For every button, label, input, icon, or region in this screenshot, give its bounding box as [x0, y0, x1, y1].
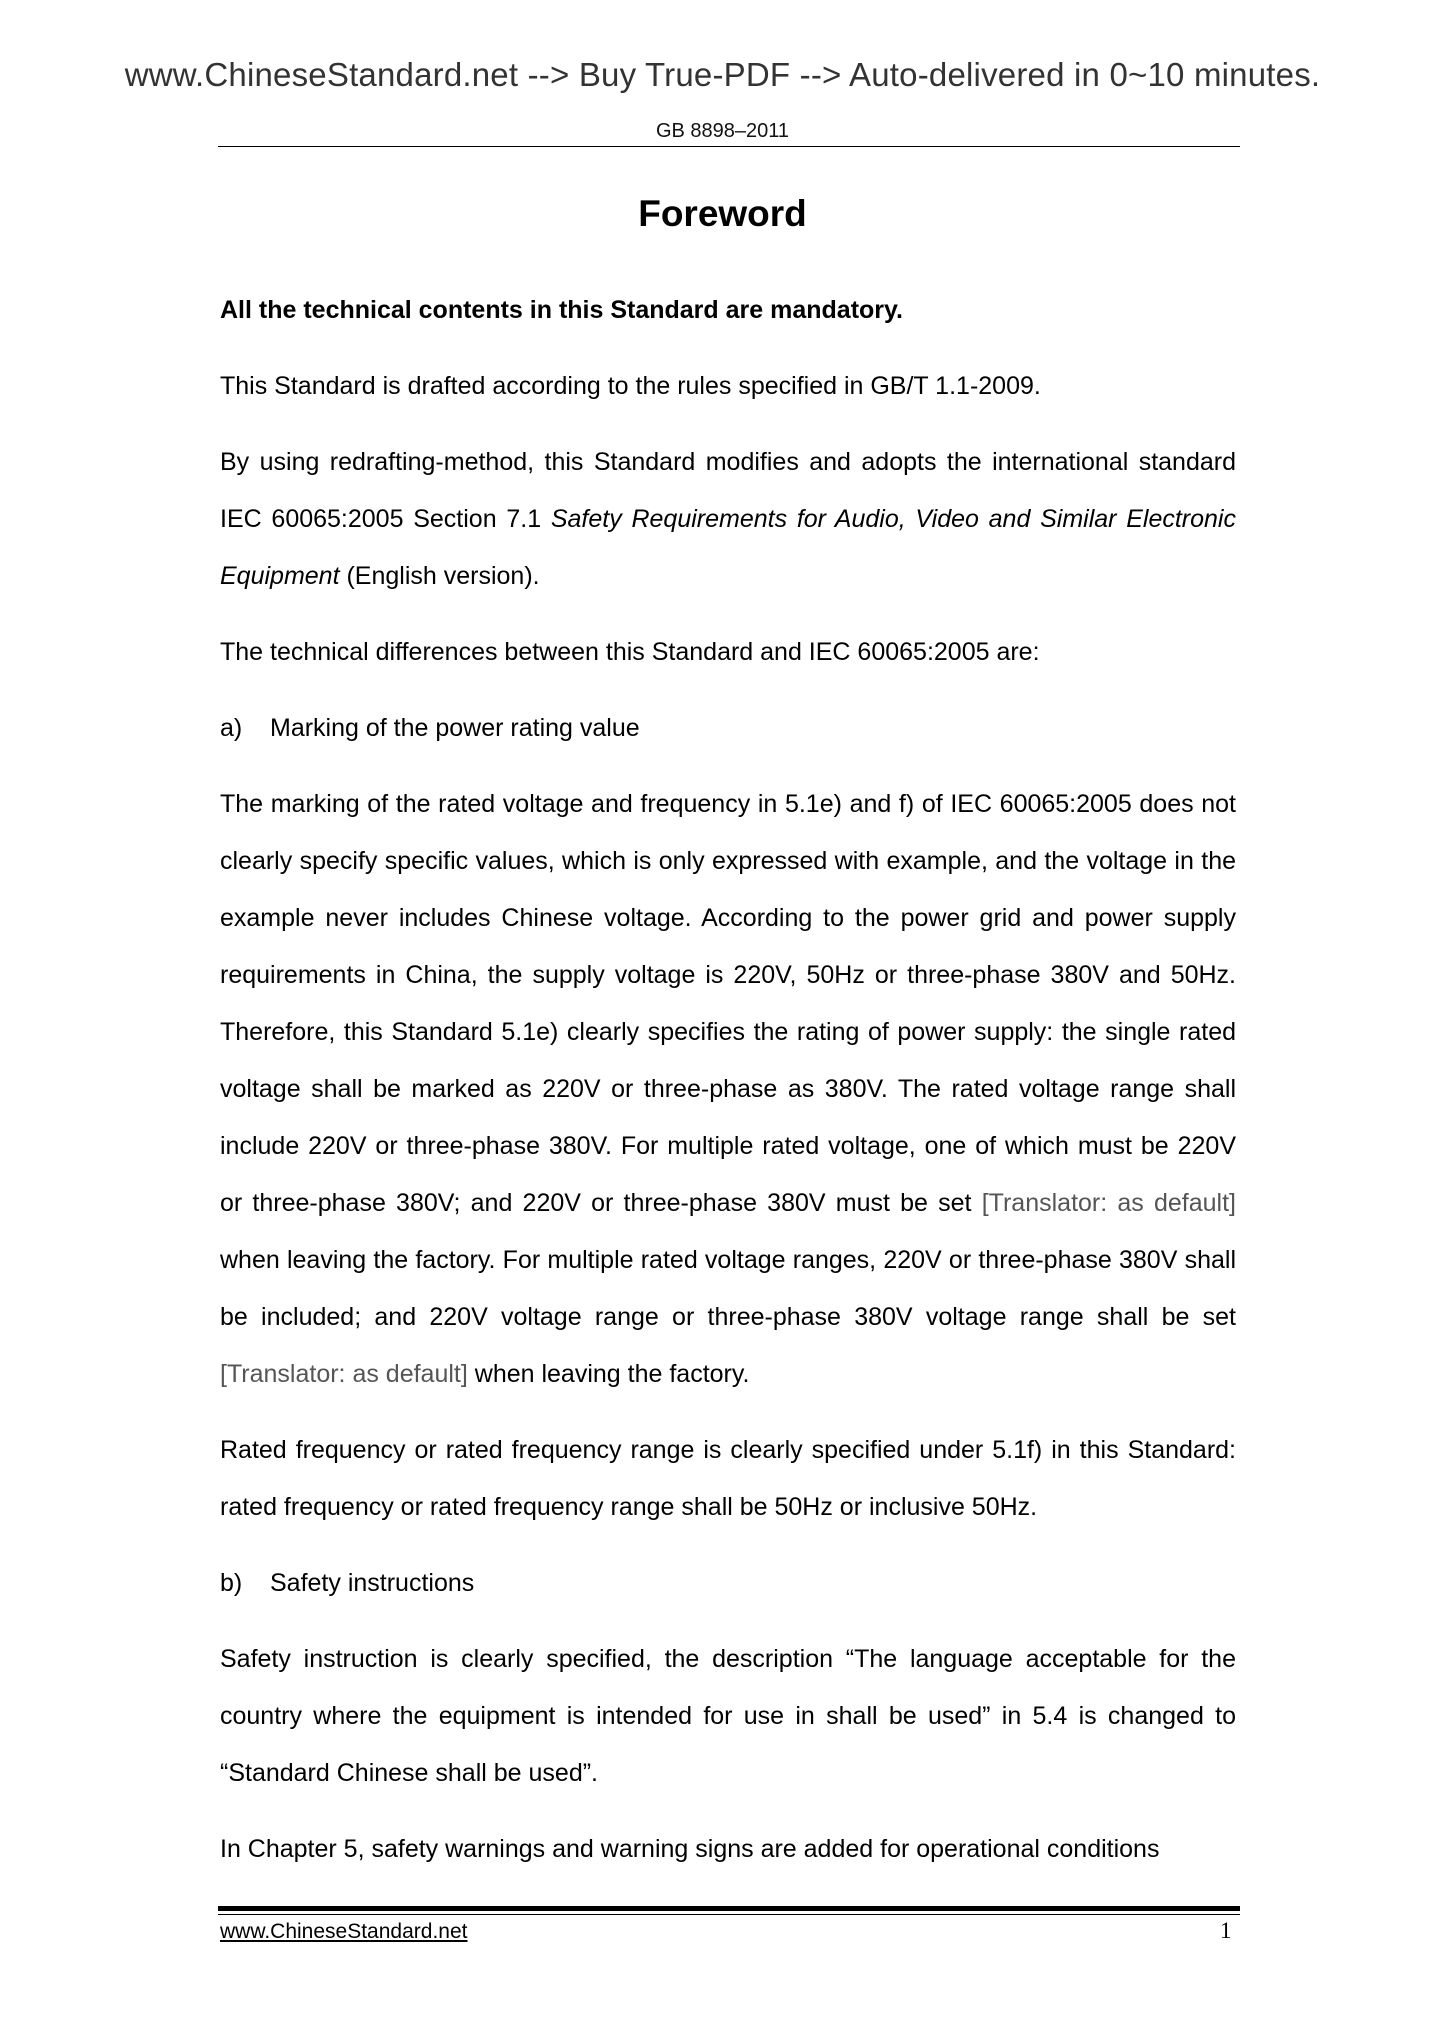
list-item-b — [220, 1555, 1236, 1612]
drafting-rules-paragraph: This Standard is drafted according to the rules specified in GB/T 1.1-2009. — [220, 372, 1041, 400]
safety-instruction-paragraph: Safety instruction is clearly specified, the description “The language acceptable for the country where the equipment is intended for use in shall be used” in 5.4 is changed to “Standard Chinese shall be used”. — [220, 1645, 1236, 1787]
rated-voltage-text-3: when leaving the factory. — [467, 1360, 750, 1388]
list-item-b-marker: b) — [220, 1569, 243, 1597]
rated-voltage-text-1: The marking of the rated voltage and frequency in 5.1e) and f) of IEC 60065:2005 does not clearly specify specific values, which is only expressed with example, and the voltage in the example never includes Chinese voltage. According to the power grid and power supply requirements in China, the supply voltage is 220V, 50Hz or three-phase 380V and 50Hz. Therefore, this Standard 5.1e) clearly specifies the rating of power supply: the single rated voltage shall be marked as 220V or three-phase as 380V. The rated voltage range shall include 220V or three-phase 380V. For multiple rated voltage, one of which must be 220V or three-phase 380V; and 220V or three-phase 380V must be set — [220, 790, 1236, 1217]
differences-intro: The technical differences between this Standard and IEC 60065:2005 are: — [220, 638, 1040, 666]
adoption-paragraph — [220, 434, 1236, 605]
list-item-b-text: Safety instructions — [270, 1569, 475, 1597]
list-item-a-marker: a) — [220, 714, 243, 742]
document-body — [220, 282, 1236, 1897]
standard-code: GB 8898–2011 — [655, 120, 790, 142]
list-item-a — [220, 700, 1236, 757]
adopted-standard-title: Safety Requirements for Audio, Video and Similar Electronic Equipment — [220, 505, 1236, 590]
adoption-text-start: By using redrafting-method, this Standard modifies and adopts the international standard IEC 60065:2005 Section 7.1 — [220, 448, 1236, 533]
banner: www.ChineseStandard.net --> Buy True-PDF --> Auto-delivered in 0~10 minutes. — [124, 56, 1321, 93]
footer-rule-thick — [218, 1906, 1240, 1911]
translator-note-2: [Translator: as default] — [220, 1360, 468, 1388]
warnings-paragraph: In Chapter 5, safety warnings and warning signs are added for operational conditions — [220, 1835, 1160, 1863]
page-number: 1 — [1220, 1918, 1232, 1943]
header-rule — [218, 146, 1240, 147]
adoption-text-end: (English version). — [339, 562, 540, 590]
page-title: Foreword — [638, 193, 807, 234]
translator-note-1: [Translator: as default] — [981, 1189, 1236, 1217]
rated-voltage-text-2: when leaving the factory. For multiple rated voltage ranges, 220V or three-phase 380V shall be included; and 220V voltage range or three-phase 380V voltage range shall be set — [220, 1246, 1236, 1331]
rated-frequency-paragraph: Rated frequency or rated frequency range is clearly specified under 5.1f) in this Standard: rated frequency or rated frequency range shall be 50Hz or inclusive 50Hz. — [220, 1436, 1236, 1521]
list-item-a-text: Marking of the power rating value — [270, 714, 640, 742]
footer-rule-thin — [218, 1914, 1240, 1915]
rated-voltage-paragraph — [220, 776, 1236, 1403]
mandatory-statement: All the technical contents in this Standard are mandatory. — [220, 296, 904, 324]
footer-website-link[interactable]: www.ChineseStandard.net — [220, 1920, 468, 1943]
